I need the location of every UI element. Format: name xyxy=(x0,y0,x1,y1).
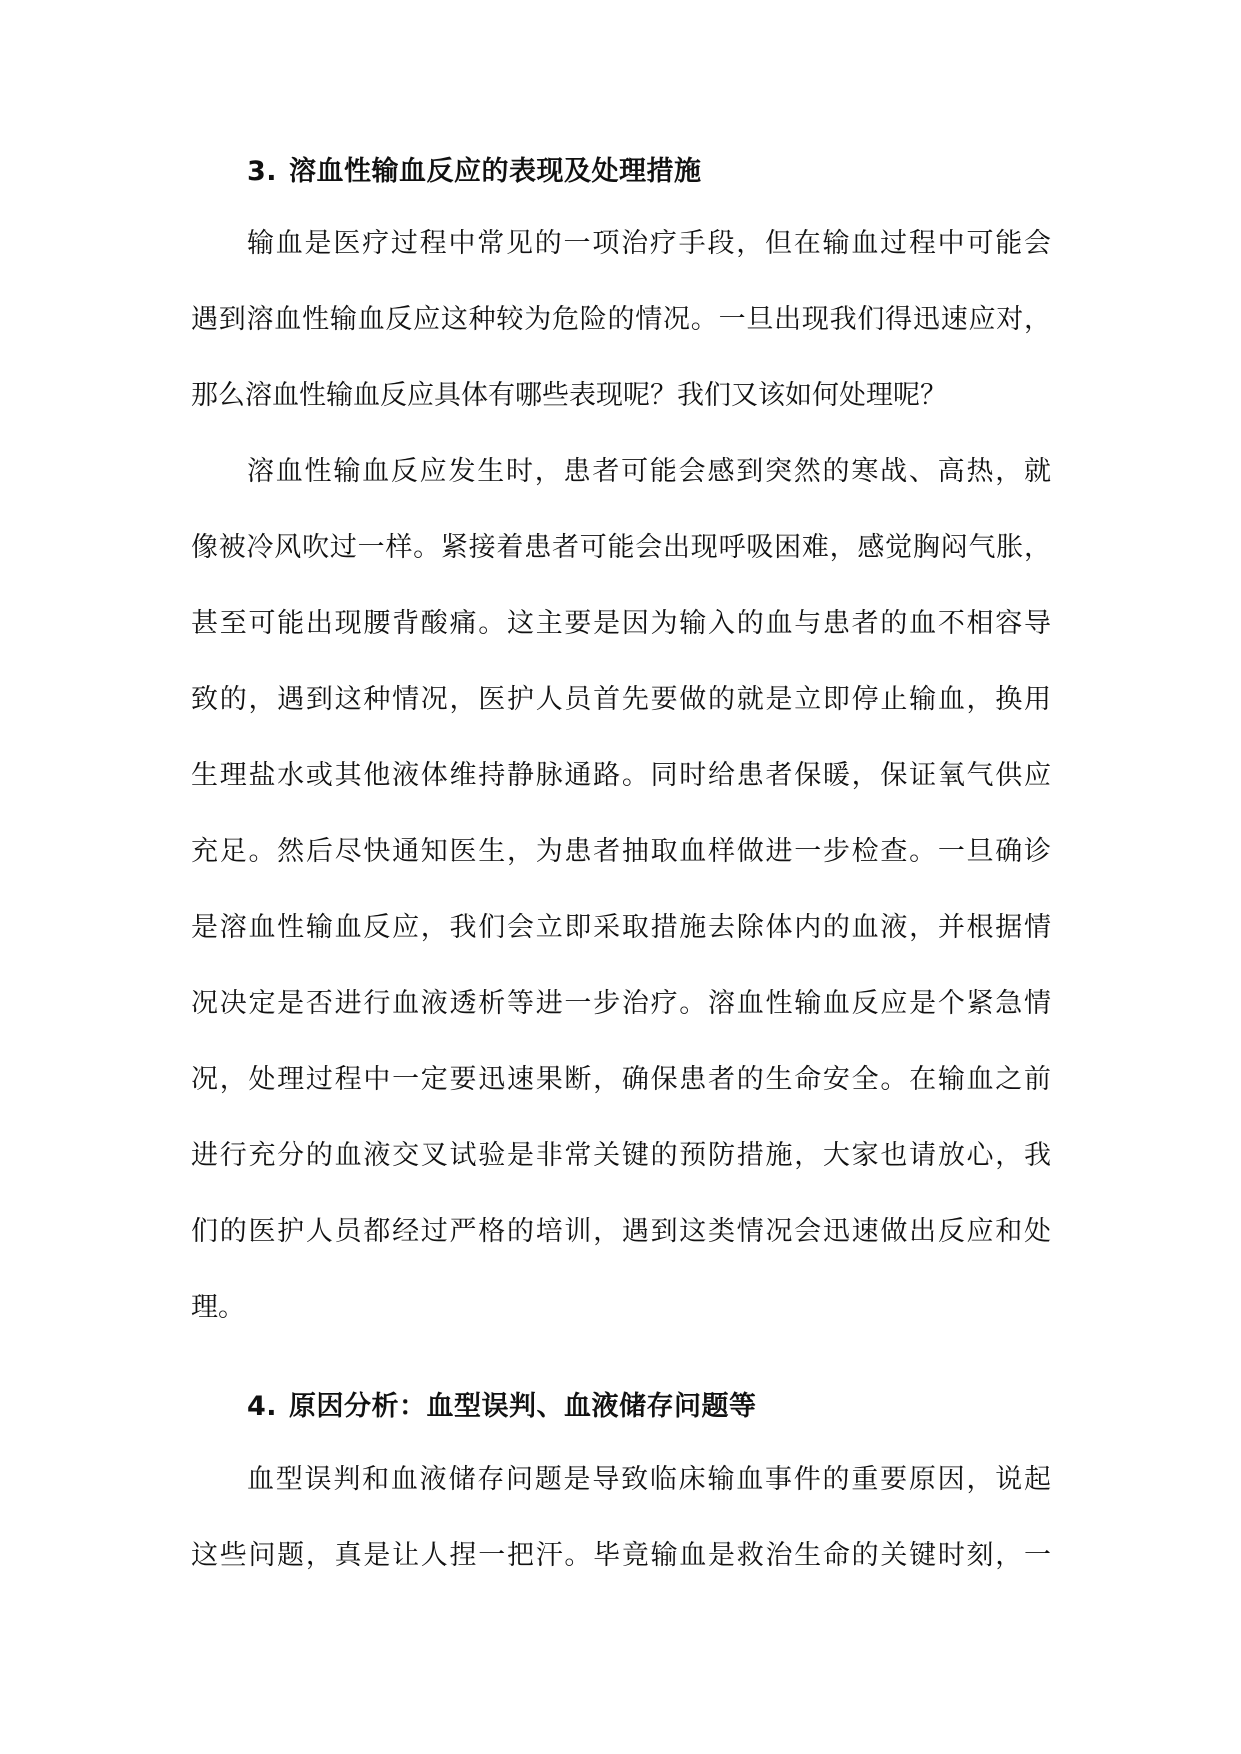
text-line: 那么溶血性输血反应具体有哪些表现呢？我们又该如何处理呢？ xyxy=(191,380,947,411)
text-line: 遇到溶血性输血反应这种较为危险的情况。一旦出现我们得迅速应对， xyxy=(191,304,1051,335)
section-3-heading xyxy=(247,152,702,192)
text-line: 是溶血性输血反应，我们会立即采取措施去除体内的血液，并根据情 xyxy=(191,912,1051,943)
text-line: 况决定是否进行血液透析等进一步治疗。溶血性输血反应是个紧急情 xyxy=(191,988,1051,1019)
section-3-paragraph-2 xyxy=(191,434,1051,1346)
text-line: 溶血性输血反应发生时，患者可能会感到突然的寒战、高热，就 xyxy=(247,456,1051,487)
text-line: 血型误判和血液储存问题是导致临床输血事件的重要原因，说起 xyxy=(247,1464,1051,1495)
text-line: 们的医护人员都经过严格的培训，遇到这类情况会迅速做出反应和处 xyxy=(191,1216,1051,1247)
text-line: 充足。然后尽快通知医生，为患者抽取血样做进一步检查。一旦确诊 xyxy=(191,836,1051,867)
text-line: 甚至可能出现腰背酸痛。这主要是因为输入的血与患者的血不相容导 xyxy=(191,608,1051,639)
section-3-number: 3. xyxy=(247,156,278,187)
text-line: 输血是医疗过程中常见的一项治疗手段，但在输血过程中可能会 xyxy=(247,228,1051,259)
text-line: 生理盐水或其他液体维持静脉通路。同时给患者保暖，保证氧气供应 xyxy=(191,760,1051,791)
section-4-title: 原因分析：血型误判、血液储存问题等 xyxy=(289,1391,757,1422)
section-4-heading xyxy=(247,1387,757,1427)
section-4-number: 4. xyxy=(247,1391,278,1422)
text-line: 况，处理过程中一定要迅速果断，确保患者的生命安全。在输血之前 xyxy=(191,1064,1051,1095)
text-line: 致的，遇到这种情况，医护人员首先要做的就是立即停止输血，换用 xyxy=(191,684,1051,715)
text-line: 进行充分的血液交叉试验是非常关键的预防措施，大家也请放心，我 xyxy=(191,1140,1051,1171)
text-line: 这些问题，真是让人捏一把汗。毕竟输血是救治生命的关键时刻，一 xyxy=(191,1540,1051,1571)
section-3-paragraph-1 xyxy=(191,206,1051,434)
text-line: 像被冷风吹过一样。紧接着患者可能会出现呼吸困难，感觉胸闷气胀， xyxy=(191,532,1051,563)
section-3-title: 溶血性输血反应的表现及处理措施 xyxy=(289,156,702,187)
section-4-paragraph-1 xyxy=(191,1442,1051,1594)
text-line: 理。 xyxy=(191,1292,245,1323)
